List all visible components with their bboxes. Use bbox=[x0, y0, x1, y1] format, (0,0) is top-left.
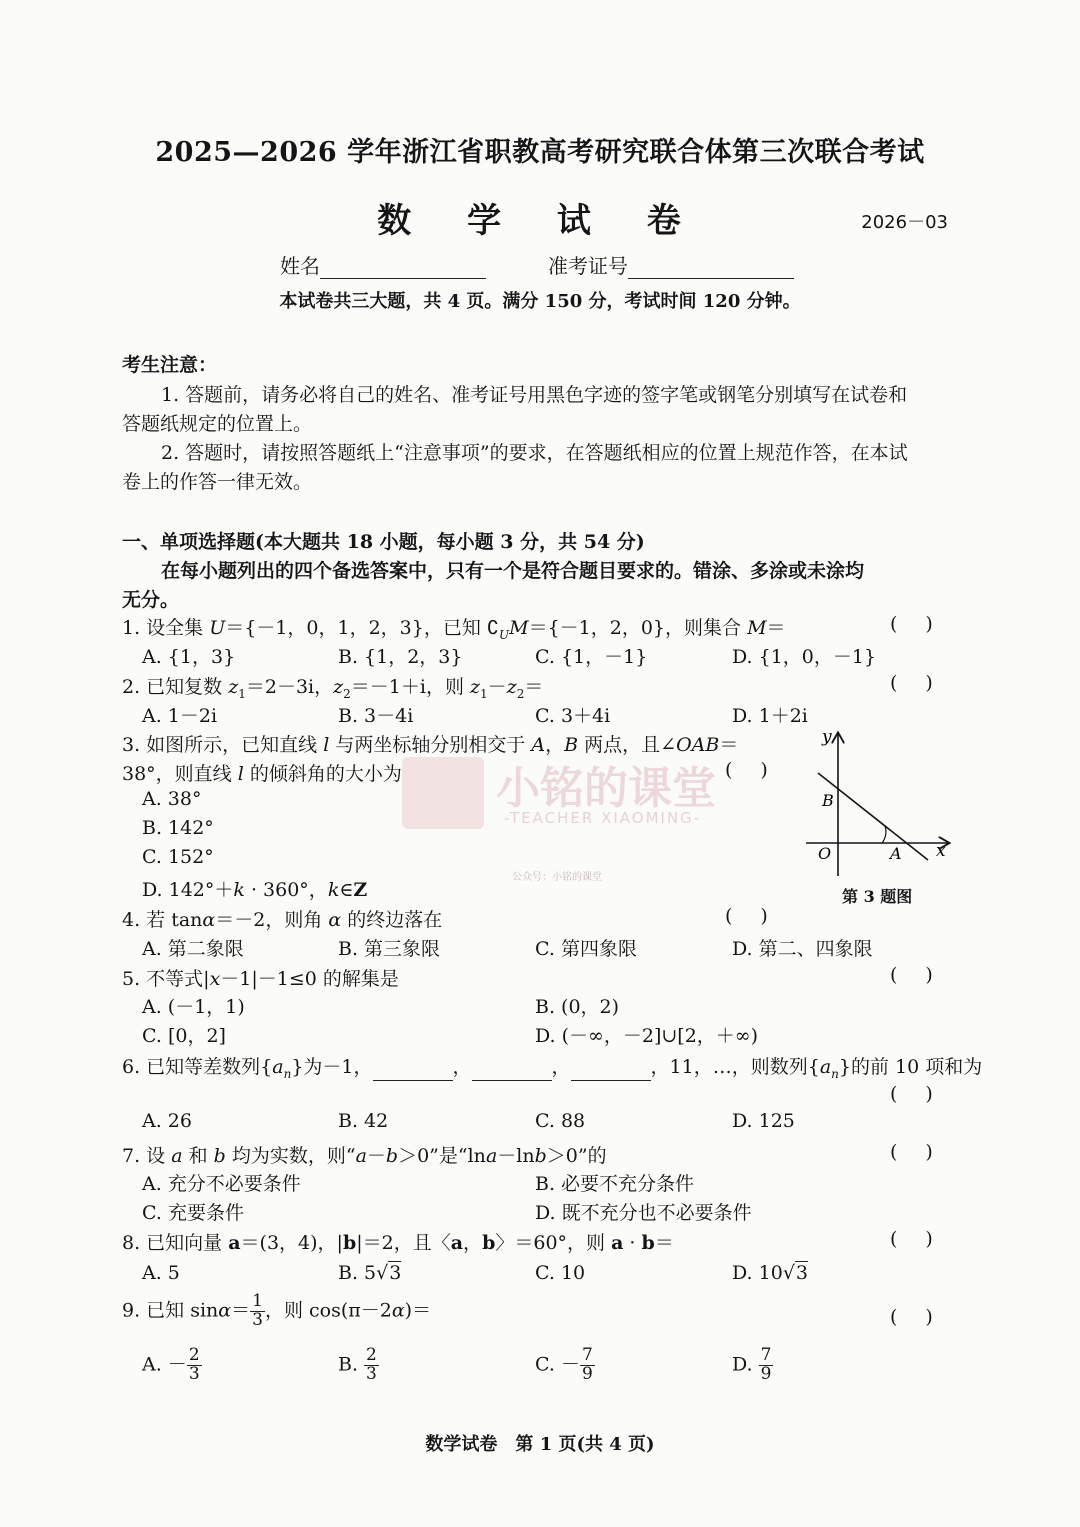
notice-item2-line2: 卷上的作答一律无效。 bbox=[122, 471, 313, 493]
q4-option-a: A. 第二象限 bbox=[142, 938, 244, 960]
q6-blank-2[interactable] bbox=[472, 1062, 552, 1081]
q9-option-a: A. － $\frac{2}{3}$ bbox=[142, 1345, 200, 1384]
q2-option-d: D. 1＋2i bbox=[732, 705, 808, 727]
q8-stem: 8. 已知向量 a＝(3，4)，|b|＝2，且〈a，b〉＝60°，则 a · b＝ bbox=[122, 1232, 674, 1254]
q1-option-c: C. {1，－1} bbox=[535, 646, 648, 668]
q1-answer-paren[interactable]: () bbox=[890, 613, 961, 635]
exam-subtitle: 数 学 试 卷 bbox=[377, 201, 703, 241]
q2-option-b: B. 3－4i bbox=[338, 705, 414, 727]
q5-option-a: A. (－1，1) bbox=[142, 996, 245, 1018]
id-field[interactable] bbox=[548, 250, 794, 279]
q3-stem-line1: 3. 如图所示，已知直线 l 与两坐标轴分别相交于 A，B 两点，且∠OAB＝ bbox=[122, 734, 739, 756]
q9-option-c: C. － $\frac{7}{9}$ bbox=[535, 1345, 593, 1384]
watermark-logo bbox=[402, 757, 484, 829]
q3-answer-paren[interactable]: () bbox=[725, 759, 796, 781]
q6-blank-1[interactable] bbox=[373, 1062, 453, 1081]
section1-desc-line1: 在每小题列出的四个备选答案中，只有一个是符合题目要求的。错涂、多涂或未涂均 bbox=[161, 560, 865, 582]
notice-item1-line2: 答题纸规定的位置上。 bbox=[122, 413, 313, 435]
q3-label-o: O bbox=[818, 844, 832, 863]
watermark-brand: 小铭的课堂 bbox=[496, 763, 716, 814]
q9-option-b: B. $\frac{2}{3}$ bbox=[338, 1345, 377, 1384]
q4-answer-paren[interactable]: () bbox=[725, 905, 796, 927]
id-label: 准考证号 bbox=[548, 254, 628, 278]
exam-info: 本试卷共三大题，共 4 页。满分 150 分，考试时间 120 分钟。 bbox=[279, 291, 801, 312]
q9-answer-paren[interactable]: () bbox=[890, 1306, 961, 1328]
section1-desc-line2: 无分。 bbox=[122, 589, 180, 611]
q6-option-a: A. 26 bbox=[142, 1110, 192, 1132]
q2-option-a: A. 1－2i bbox=[142, 705, 218, 727]
q9-option-d: D. $\frac{7}{9}$ bbox=[732, 1345, 772, 1384]
q3-label-a: A bbox=[890, 844, 902, 863]
q8-option-d: D. 10√3 bbox=[732, 1262, 809, 1284]
q8-option-b: B. 5√3 bbox=[338, 1262, 402, 1284]
q2-option-c: C. 3＋4i bbox=[535, 705, 611, 727]
q1-option-d: D. {1，0，－1} bbox=[732, 646, 877, 668]
notice-item2-line1: 2. 答题时，请按照答题纸上“注意事项”的要求，在答题纸相应的位置上规范作答，在本试 bbox=[161, 442, 908, 464]
q5-option-c: C. [0，2] bbox=[142, 1025, 226, 1047]
q6-answer-paren[interactable]: () bbox=[890, 1083, 961, 1105]
q4-option-d: D. 第二、四象限 bbox=[732, 938, 873, 960]
id-blank[interactable] bbox=[628, 256, 794, 279]
q3-line-l bbox=[818, 773, 928, 860]
q3-option-c: C. 152° bbox=[142, 846, 214, 868]
q9-stem: 9. 已知 sinα＝ $\frac{1}{3}$ ，则 cos(π－2α)＝ bbox=[122, 1291, 432, 1330]
exam-title: 2025—2026 学年浙江省职教高考研究联合体第三次联合考试 bbox=[155, 137, 925, 168]
q7-option-b: B. 必要不充分条件 bbox=[535, 1173, 695, 1195]
q7-option-a: A. 充分不必要条件 bbox=[142, 1173, 301, 1195]
q3-figure bbox=[800, 728, 960, 878]
q3-label-y: y bbox=[822, 728, 832, 747]
q8-answer-paren[interactable]: () bbox=[890, 1228, 961, 1250]
name-field[interactable] bbox=[280, 250, 486, 279]
q3-option-a: A. 38° bbox=[142, 788, 202, 810]
q5-option-d: D. (－∞，－2]∪[2，＋∞) bbox=[535, 1025, 759, 1047]
q3-label-x: x bbox=[936, 841, 946, 861]
notice-item1-line1: 1. 答题前，请务必将自己的姓名、准考证号用黑色字迹的签字笔或钢笔分别填写在试卷和 bbox=[161, 384, 908, 406]
name-blank[interactable] bbox=[320, 256, 486, 279]
q6-option-b: B. 42 bbox=[338, 1110, 389, 1132]
q6-option-d: D. 125 bbox=[732, 1110, 795, 1132]
q8-option-a: A. 5 bbox=[142, 1262, 180, 1284]
q3-figure-caption: 第 3 题图 bbox=[842, 887, 913, 906]
q6-option-c: C. 88 bbox=[535, 1110, 586, 1132]
q2-stem: 2. 已知复数 $z_1=2-3i$，$z_2=-1+i$，则 $z_1-z_2=$ bbox=[122, 676, 544, 701]
q6-stem: 6. 已知等差数列$\{a_n\}$为－1， ， ， ，11，…，则数列$\{a_n\}$的前 10 项和为 bbox=[122, 1056, 983, 1081]
q4-option-c: C. 第四象限 bbox=[535, 938, 637, 960]
q2-answer-paren[interactable]: () bbox=[890, 672, 961, 694]
q3-option-b: B. 142° bbox=[142, 817, 214, 839]
q6-blank-3[interactable] bbox=[571, 1062, 651, 1081]
section1-heading: 一、单项选择题(本大题共 18 小题，每小题 3 分，共 54 分) bbox=[122, 531, 645, 553]
page-footer: 数学试卷 第 1 页(共 4 页) bbox=[425, 1434, 655, 1455]
name-label: 姓名 bbox=[280, 254, 320, 278]
watermark-brand-en: -TEACHER XIAOMING- bbox=[504, 809, 702, 827]
q4-stem: 4. 若 tanα＝－2，则角 α 的终边落在 bbox=[122, 909, 443, 931]
exam-date: 2026－03 bbox=[861, 212, 948, 233]
q8-option-c: C. 10 bbox=[535, 1262, 586, 1284]
q1-stem: 1. 设全集 U＝{－1，0，1，2，3}，已知 $∁_UM=\{-1$，2，0}，则集合 M＝ bbox=[122, 617, 786, 642]
q7-option-d: D. 既不充分也不必要条件 bbox=[535, 1202, 752, 1224]
q3-option-d: D. 142°＋k · 360°，k∈Z bbox=[142, 879, 368, 901]
q1-option-b: B. {1，2，3} bbox=[338, 646, 463, 668]
q7-answer-paren[interactable]: () bbox=[890, 1141, 961, 1163]
watermark-account: 公众号：小铭的课堂 bbox=[512, 872, 602, 883]
q7-stem: 7. 设 a 和 b 均为实数，则“a－b＞0”是“lna－lnb＞0”的 bbox=[122, 1145, 607, 1167]
notice-heading: 考生注意： bbox=[122, 354, 218, 376]
q7-option-c: C. 充要条件 bbox=[142, 1202, 244, 1224]
q3-angle-arc bbox=[882, 826, 886, 843]
q3-label-b: B bbox=[822, 791, 834, 810]
q1-option-a: A. {1，3} bbox=[142, 646, 236, 668]
q5-answer-paren[interactable]: () bbox=[890, 964, 961, 986]
q3-stem-line2: 38°，则直线 l 的倾斜角的大小为 bbox=[122, 763, 402, 785]
q4-option-b: B. 第三象限 bbox=[338, 938, 441, 960]
q5-stem: 5. 不等式|x－1|－1≤0 的解集是 bbox=[122, 968, 399, 990]
q5-option-b: B. (0，2) bbox=[535, 996, 620, 1018]
